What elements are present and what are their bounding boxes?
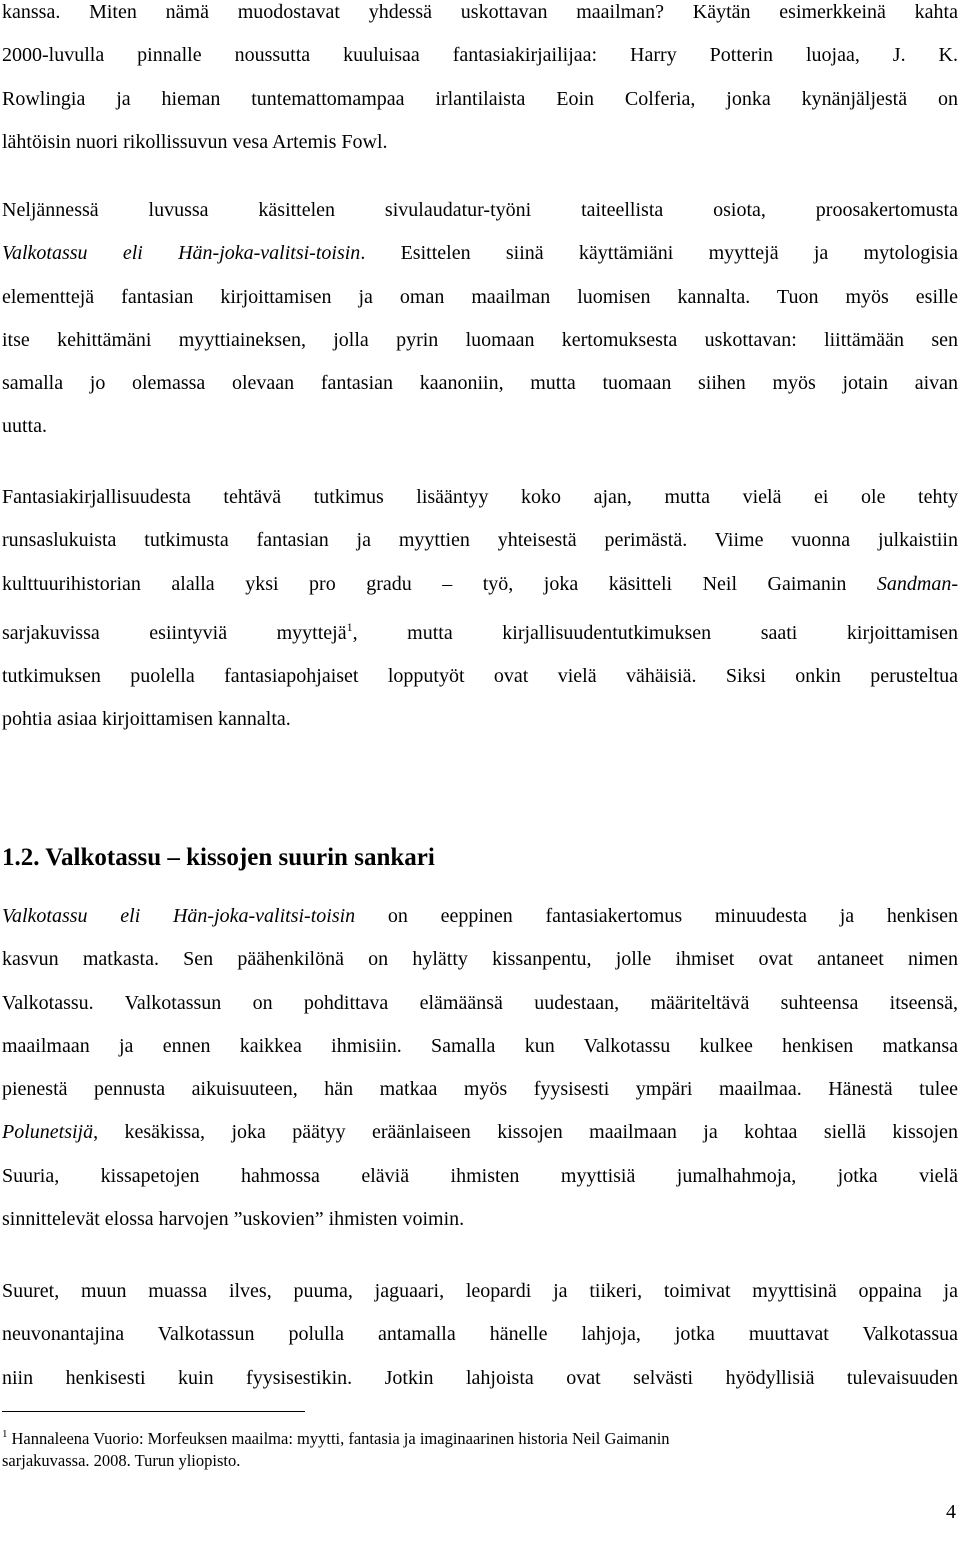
text-run: on eeppinen fantasiakertomus minuudesta ja henkisen [355, 905, 958, 927]
text-line: Suuria, kissapetojen hahmossa eläviä ihmisten myyttisiä jumalhahmoja, jotka vielä [2, 1164, 958, 1187]
text-line: itse kehittämäni myyttiaineksen, jolla pyrin luomaan kertomuksesta uskottavan: liittämään sen [2, 328, 958, 351]
text-line: tutkimuksen puolella fantasiapohjaiset lopputyöt ovat vielä vähäisiä. Siksi onkin perusteltua [2, 665, 958, 688]
text-line: Suuret, muun muassa ilves, puuma, jaguaari, leopardi ja tiikeri, toimivat myyttisinä oppaina ja [2, 1280, 958, 1302]
text-line: Valkotassu. Valkotassun on pohdittava elämäänsä uudestaan, määriteltävä suhteensa itseensä, [2, 991, 958, 1014]
text-line [2, 232, 958, 275]
text-run: Hannaleena Vuorio: Morfeuksen maailma: myytti, fantasia ja imaginaarinen historia Neil Gaimanin [11, 1429, 670, 1448]
text-line: 2000-luvulla pinnalle noussutta kuuluisaa fantasiakirjailijaa: Harry Potterin luojaa, J. K. [2, 44, 958, 67]
text-line: Rowlingia ja hieman tuntemattomampaa irlantilaista Eoin Colferia, jonka kynänjäljestä on [2, 87, 958, 110]
work-title: Valkotassu eli Hän-joka-valitsi-toisin [2, 905, 356, 927]
footnote-separator [2, 1411, 305, 1412]
chapter-four-paragraph [2, 189, 958, 449]
text-line: sarjakuvassa. 2008. Turun yliopisto. [2, 1451, 241, 1470]
text-line [2, 606, 958, 655]
footnote-reference[interactable]: 1 [346, 619, 353, 634]
text-run: , mutta kirjallisuudentutkimuksen saati kirjoittamisen [352, 621, 958, 644]
section-heading: 1.2. Valkotassu – kissojen suurin sankari [2, 844, 435, 871]
great-cats-paragraph [2, 1270, 958, 1400]
text-line: samalla jo olemassa olevaan fantasian kaanoniin, mutta tuomaan siihen myös jotain aivan [2, 372, 958, 395]
text-line: neuvonantajina Valkotassun polulla antamalla hänelle lahjoja, jotka muuttavat Valkotassua [2, 1323, 958, 1346]
text-run: , kesäkissa, joka päätyy eräänlaiseen kissojen maailmaan ja kohtaa siellä kissojen [93, 1121, 958, 1144]
text-line [2, 563, 958, 606]
intro-paragraph [2, 0, 958, 164]
term: Polunetsijä [2, 1121, 94, 1144]
research-paragraph [2, 476, 958, 742]
text-line [2, 895, 958, 938]
text-line: runsaslukuista tutkimusta fantasian ja myyttien yhteisestä perimästä. Viime vuonna julkaistiin [2, 529, 958, 552]
text-line: pohtia asiaa kirjoittamisen kannalta. [2, 708, 291, 731]
text-line: lähtöisin nuori rikollissuvun vesa Artemis Fowl. [2, 130, 388, 153]
text-line: uutta. [2, 415, 47, 438]
text-run: . Esittelen siinä käyttämiäni myyttejä ja mytologisia [360, 242, 959, 265]
work-title: Valkotassu eli Hän-joka-valitsi-toisin [2, 242, 361, 265]
text-run: kulttuurihistorian alalla yksi pro gradu – työ, joka käsitteli Neil Gaimanin [2, 572, 877, 595]
text-line: elementtejä fantasian kirjoittamisen ja oman maailman luomisen kannalta. Tuon myös esille [2, 285, 958, 308]
text-line [2, 1423, 902, 1450]
text-run: sarjakuvissa esiintyviä myyttejä [2, 621, 347, 644]
footnote [2, 1423, 902, 1472]
text-line: pienestä pennusta aikuisuuteen, hän matkaa myös fyysisesti ympäri maailmaa. Hänestä tulee [2, 1078, 958, 1101]
text-line: Neljännessä luvussa käsittelen sivulaudatur-työni taiteellista osiota, proosakertomusta [2, 199, 958, 221]
text-line: sinnittelevät elossa harvojen ”uskovien” ihmisten voimin. [2, 1208, 465, 1231]
page-number: 4 [946, 1501, 956, 1523]
text-line [2, 1111, 958, 1154]
text-line: maailmaan ja ennen kaikkea ihmisiin. Samalla kun Valkotassu kulkee henkisen matkansa [2, 1034, 958, 1057]
text-line: kasvun matkasta. Sen päähenkilönä on hylätty kissanpentu, jolle ihmiset ovat antaneet nimen [2, 948, 958, 971]
footnote-mark: 1 [2, 1428, 8, 1440]
text-line: kanssa. Miten nämä muodostavat yhdessä uskottavan maailman? Käytän esimerkkeinä kahta [2, 1, 958, 23]
synopsis-paragraph [2, 895, 958, 1241]
text-line: niin henkisesti kuin fyysisestikin. Jotkin lahjoista ovat selvästi hyödyllisiä tulevaisuuden [2, 1366, 958, 1389]
text-line: Fantasiakirjallisuudesta tehtävä tutkimus lisääntyy koko ajan, mutta vielä ei ole tehty [2, 486, 958, 508]
work-title: Sandman- [876, 572, 958, 595]
